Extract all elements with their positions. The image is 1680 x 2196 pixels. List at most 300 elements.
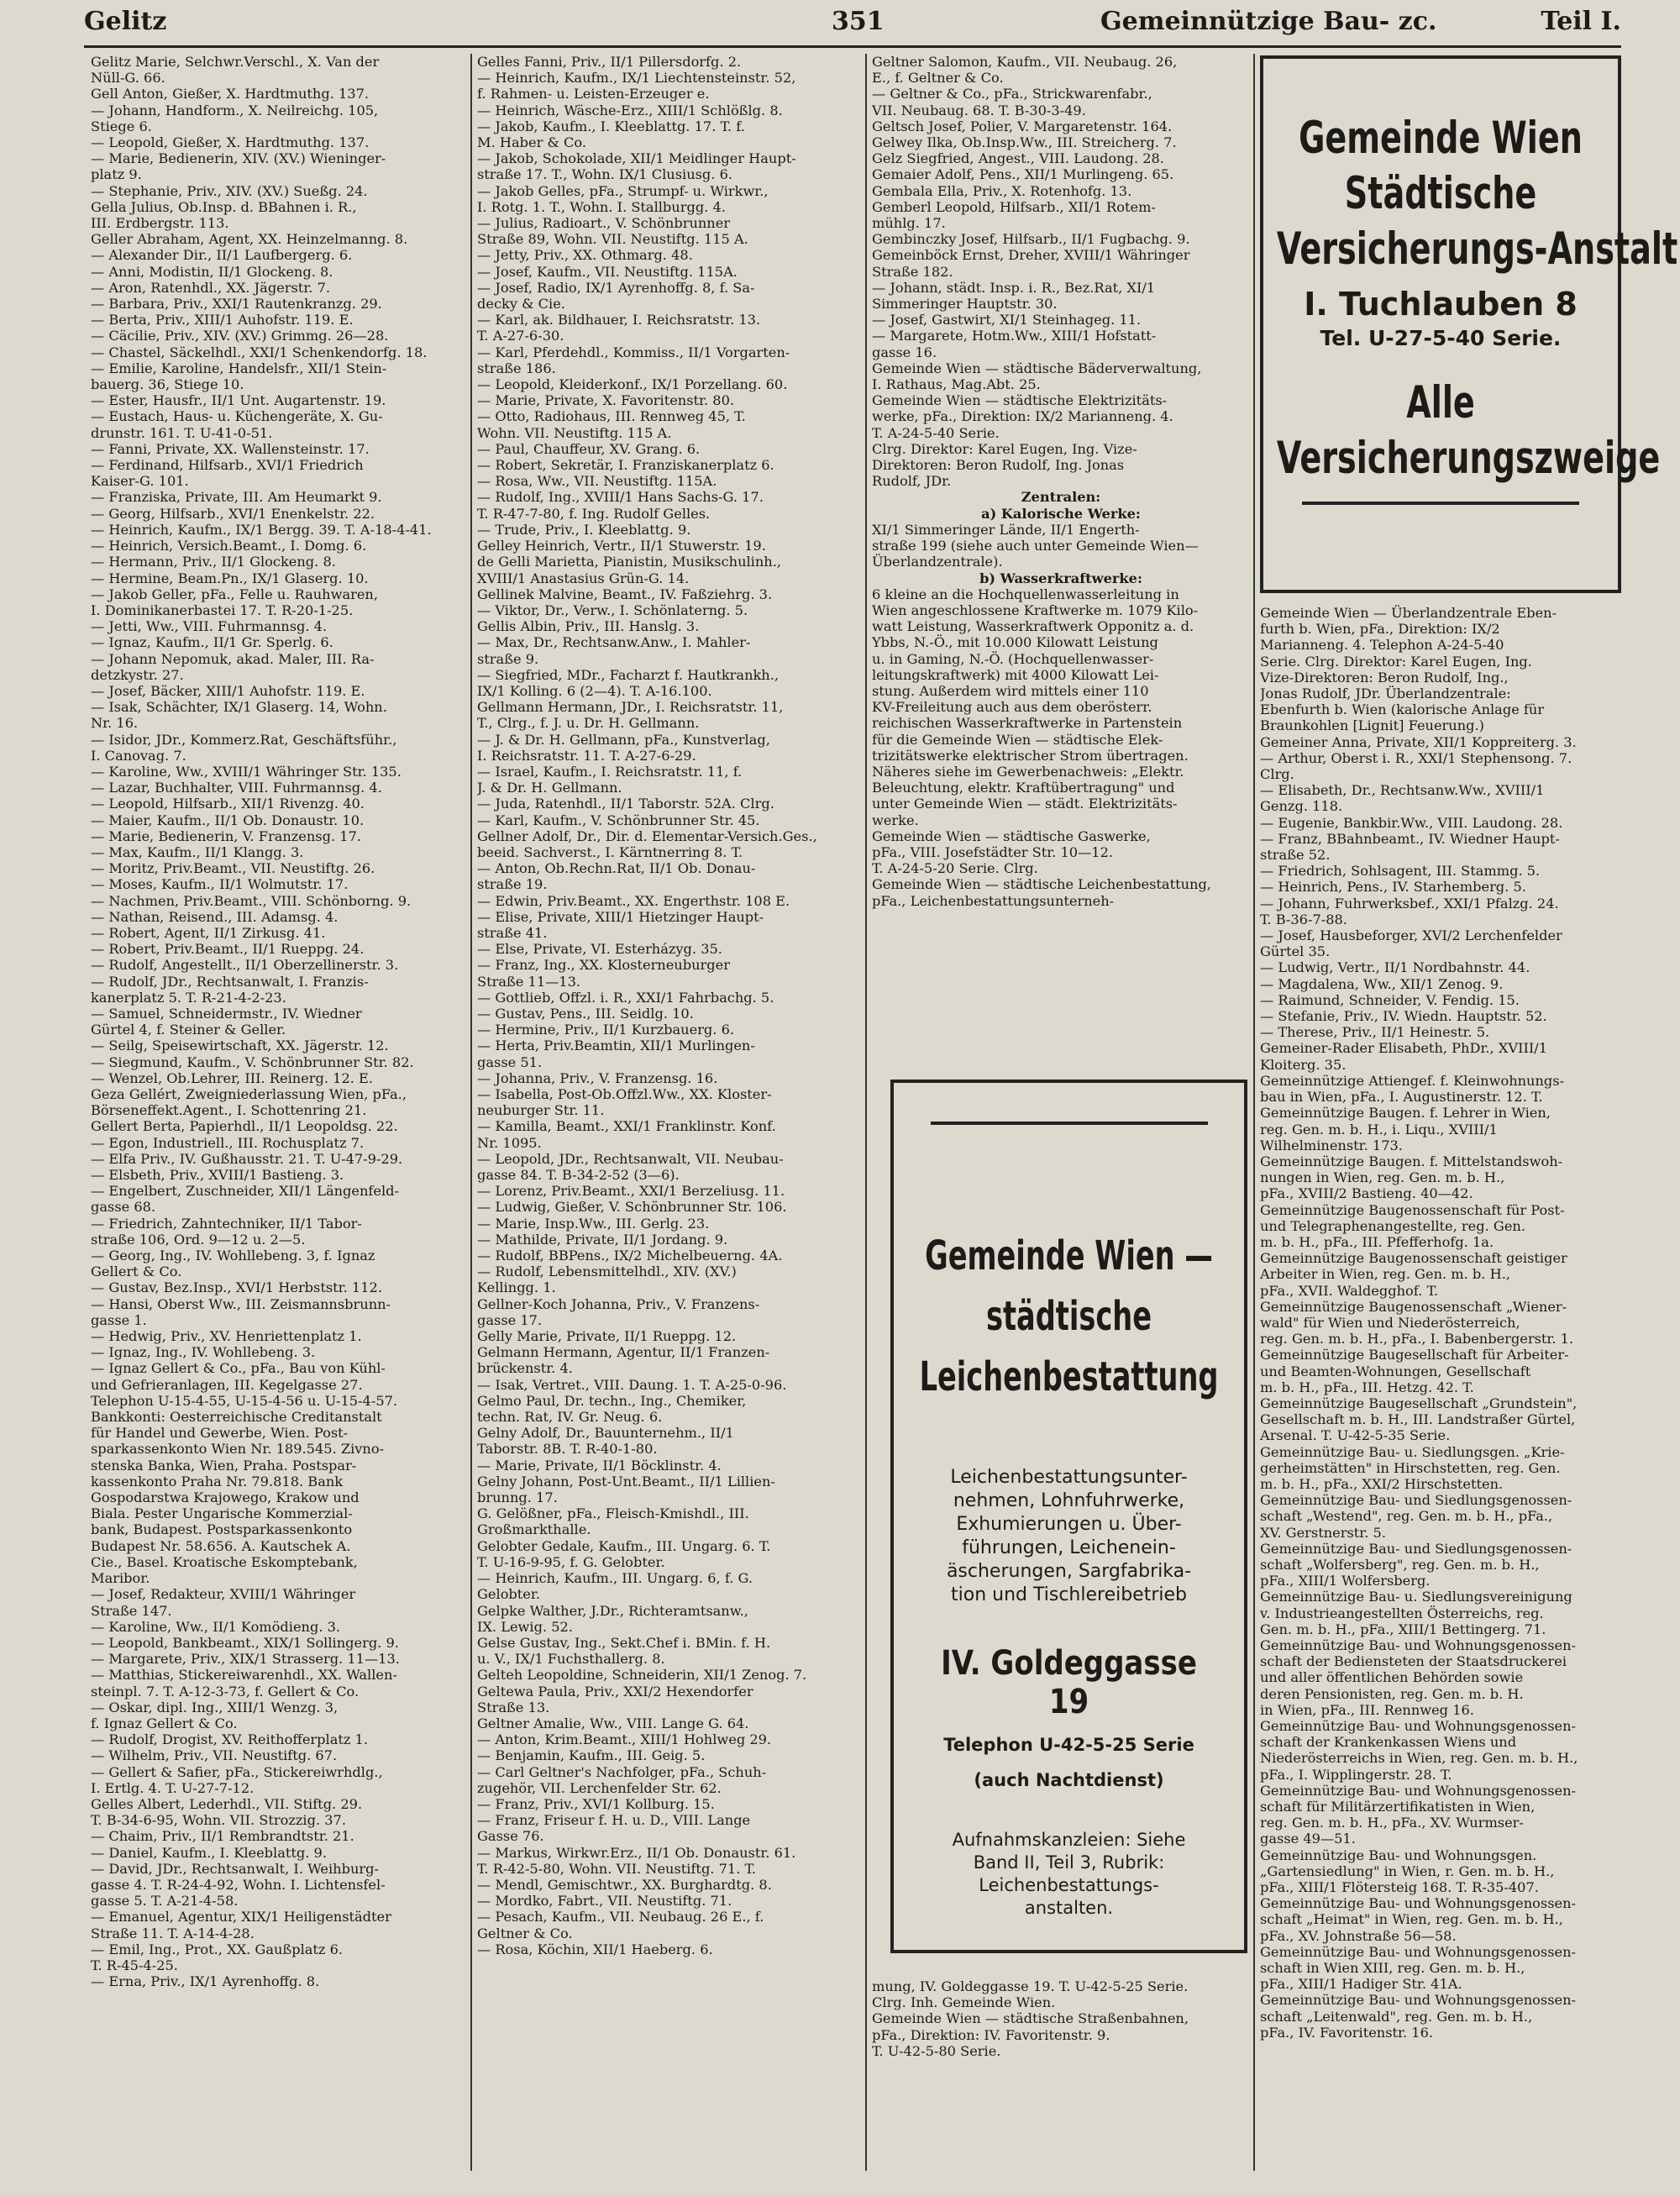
entry-line: — Robert, Priv.Beamt., II/1 Rueppg. 24. [91,941,365,958]
entry-line: T. R-42-5-80, Wohn. VII. Neustiftg. 71. T. [477,1860,757,1877]
entry-line: — Arthur, Oberst i. R., XXI/1 Stephensong. 7. [1260,749,1572,766]
entry-line: kassenkonto Praha Nr. 79.818. Bank [91,1473,344,1489]
entry-line: I. Rotg. 1. T., Wohn. I. Stallburgg. 4. [477,198,726,215]
entry-line: — Chastel, Säckelhdl., XXI/1 Schenkendorfg. 18. [91,344,428,360]
entry-line: — Karl, Kaufm., V. Schönbrunner Str. 45. [477,812,760,828]
entry-line: — Mathilde, Private, II/1 Jordang. 9. [477,1231,728,1248]
entry-line: pFa., XIII/1 Flötersteig 168. T. R-35-407. [1260,1879,1539,1896]
entry-line: — Wenzel, Ob.Lehrer, III. Reinerg. 12. E. [91,1069,373,1086]
entry-line: gasse 68. [91,1199,156,1216]
entry-line: Wohn. VII. Neustiftg. 115 A. [477,424,672,441]
entry-line: u. in Gaming, N.-Ö. (Hochquellenwasser- [872,650,1154,667]
header-rule [84,45,1621,48]
entry-line: T. U-16-9-95, f. G. Gelobter. [477,1553,665,1570]
entry-line: pFa., IV. Favoritenstr. 16. [1260,2024,1434,2041]
entry-line: G. Gelößner, pFa., Fleisch-Kmishdl., III. [477,1505,749,1522]
entry-line: — Max, Kaufm., II/1 Klangg. 3. [91,843,304,860]
entry-line: Geltsch Josef, Polier, V. Margaretenstr. 164. [872,118,1173,134]
entry-line: Aufnahmskanzleien: Siehe [952,1830,1186,1850]
entry-line: und Telegraphenangestellte, reg. Gen. [1260,1217,1525,1234]
entry-line: Gemeinnützige Baugenossenschaft geistiger [1260,1250,1567,1267]
entry-line: — Pesach, Kaufm., VII. Neubaug. 26 E., f. [477,1909,764,1925]
entry-line: de Gelli Marietta, Pianistin, Musikschulinh., [477,554,781,570]
entry-line: führungen, Leichenein- [962,1537,1176,1558]
entry-line: pFa., I. Wipplingerstr. 28. T. [1260,1766,1452,1783]
entry-line: Näheres siehe im Gewerbenachweis: „Elektr. [872,763,1184,780]
entry-line: Gemeinnützige Bau- und Siedlungsgenossen- [1260,1492,1572,1509]
ad-top-line3: Versicherungs-Anstalt [1276,223,1678,275]
entry-line: Gellinek Malvine, Beamt., IV. Faßziehrg. 3. [477,586,773,602]
entry-line: T. R-47-7-80, f. Ing. Rudolf Gelles. [477,505,711,522]
entry-line: — Friedrich, Zahntechniker, II/1 Tabor- [91,1215,362,1232]
ad-mid-line3: Leichenbestattung [919,1353,1219,1400]
entry-line: — Robert, Sekretär, I. Franziskanerplatz 6. [477,457,774,474]
entry-line: — Geltner & Co., pFa., Strickwarenfabr., [872,86,1152,102]
entry-line: I. Canovag. 7. [91,747,186,764]
ad-mid-line1: Gemeinde Wien — [925,1232,1213,1279]
entry-line: straße 19. [477,876,548,893]
entry-line: — Hermine, Beam.Pn., IX/1 Glaserg. 10. [91,570,369,586]
entry-line: T. A-24-5-40 Serie. [872,424,1000,441]
entry-line: Geza Gellért, Zweigniederlassung Wien, pFa., [91,1086,407,1102]
entry-line: Simmeringer Hauptstr. 30. [872,296,1058,313]
entry-line: in Wien, pFa., III. Rennweg 16. [1260,1701,1474,1718]
ad-top-address: I. Tuchlauben 8 [1304,286,1578,323]
entry-line: Kloiterg. 35. [1260,1056,1347,1073]
entry-line: — Marie, Insp.Ww., III. Gerlg. 23. [477,1215,710,1232]
entry-line: Gellmann Hermann, JDr., I. Reichsratstr. 11, [477,699,784,716]
entry-line: Beleuchtung, elektr. Kraftübertragung" und [872,780,1175,796]
entry-line: Gemaier Adolf, Pens., XII/1 Murlingeng. 65. [872,166,1174,183]
entry-line: neuburger Str. 11. [477,1102,605,1119]
entry-line: — Erna, Priv., IX/1 Ayrenhoffg. 8. [91,1973,320,1990]
entry-line: werke. [872,812,919,828]
entry-line: pFa., XIII/1 Hadiger Str. 41A. [1260,1976,1462,1993]
entry-line: Gemeinnützige Bau- und Wohnungsgen. [1260,1847,1537,1863]
entry-line: a) Kalorische Werke: [981,505,1141,522]
entry-line: Kellingg. 1. [477,1279,556,1296]
entry-line: steinpl. 7. T. A-12-3-73, f. Gellert & Co. [91,1683,360,1700]
entry-line: — Johann, städt. Insp. i. R., Bez.Rat, XI/1 [872,279,1156,296]
entry-line: Gellert Berta, Papierhdl., II/1 Leopoldsg. 22. [91,1118,398,1135]
entry-line: — Josef, Redakteur, XVIII/1 Währinger [91,1586,356,1603]
entry-line: Band II, Teil 3, Rubrik: [973,1852,1165,1873]
entry-line: T. B-34-6-95, Wohn. VII. Strozzig. 37. [91,1812,347,1829]
entry-line: Gemeinde Wien — städtische Elektrizitäts- [872,392,1168,409]
entry-line: KV-Freileitung auch aus dem oberösterr. [872,699,1152,716]
entry-line: — Rosa, Ww., VII. Neustiftg. 115A. [477,473,717,490]
ad-mid-address: IV. Goldeggasse 19 [941,1644,1197,1721]
entry-line: — Josef, Kaufm., VII. Neustiftg. 115A. [477,263,738,280]
entry-line: schaft für Militärzertifikatisten in Wien, [1260,1799,1536,1815]
entry-line: — Josef, Hausbeforger, XVI/2 Lerchenfelder [1260,927,1562,944]
entry-line: Gemeinnützige Bau- und Wohnungsgenossen- [1260,1895,1576,1912]
entry-line: — Heinrich, Pens., IV. Starhemberg. 5. [1260,879,1526,896]
entry-line: beeid. Sachverst., I. Kärntnerring 8. T. [477,843,743,860]
entry-line: — Stephanie, Priv., XIV. (XV.) Sueßg. 24. [91,182,368,199]
entry-line: — Ludwig, Gießer, V. Schönbrunner Str. 106. [477,1199,787,1216]
header-section: Teil I. [1541,7,1621,36]
entry-line: — Fanni, Private, XX. Wallensteinstr. 17. [91,440,370,457]
entry-line: — Therese, Priv., II/1 Heinestr. 5. [1260,1024,1490,1041]
entry-line: Gembinczky Josef, Hilfsarb., II/1 Fugbachg. 9. [872,231,1190,248]
entry-line: gasse 49—51. [1260,1831,1356,1847]
entry-line: — Viktor, Dr., Verw., I. Schönlaterng. 5. [477,602,748,618]
entry-line: — Moritz, Priv.Beamt., VII. Neustiftg. 26. [91,860,375,877]
entry-line: Gembala Ella, Priv., X. Rotenhofg. 13. [872,182,1132,199]
entry-line: — Elsbeth, Priv., XVIII/1 Bastieng. 3. [91,1167,344,1184]
entry-line: Gemeinnützige Baugesellschaft „Grundstein", [1260,1395,1578,1411]
entry-line: I. Dominikanerbastei 17. T. R-20-1-25. [91,602,354,618]
entry-line: M. Haber & Co. [477,134,587,151]
entry-line: — Leopold, JDr., Rechtsanwalt, VII. Neubau- [477,1150,784,1167]
entry-line: — Edwin, Priv.Beamt., XX. Engerthstr. 108 E. [477,892,790,909]
entry-line: IX. Lewig. 52. [477,1618,573,1635]
ad-mid-aufnahme [894,1829,1244,1920]
entry-line: Kaiser-G. 101. [91,473,189,490]
header-left-keyword: Gelitz [84,7,167,36]
entry-line: — Emilie, Karoline, Handelsfr., XII/1 Stein- [91,360,387,376]
entry-line: — Ester, Hausfr., II/1 Unt. Augartenstr. 19. [91,392,386,409]
entry-line: Gelse Gustav, Ing., Sekt.Chef i. BMin. f. H. [477,1634,771,1651]
entry-line: Gemeinnützige Bau- und Wohnungsgenossen- [1260,1992,1576,2009]
entry-line: Großmarkthalle. [477,1521,591,1538]
entry-line: Gemeinnützige Bau- und Wohnungsgenossen- [1260,1943,1576,1960]
entry-line: Rudolf, JDr. [872,473,952,490]
entry-line: — Else, Private, VI. Esterházyg. 35. [477,941,722,958]
entry-line: — Anni, Modistin, II/1 Glockeng. 8. [91,263,333,280]
entry-line: VII. Neubaug. 68. T. B-30-3-49. [872,102,1086,118]
entry-line: Telephon U-15-4-55, U-15-4-56 u. U-15-4-57. [91,1392,398,1409]
entry-line: — Gustav, Pens., III. Seidlg. 10. [477,1005,694,1022]
entry-line: — Daniel, Kaufm., I. Kleeblattg. 9. [91,1844,327,1861]
column-3-continued [872,1978,1250,2059]
entry-line: Gesellschaft m. b. H., III. Landstraßer Gürtel, [1260,1411,1576,1428]
entry-line: — Gustav, Bez.Insp., XVI/1 Herbststr. 112. [91,1279,382,1296]
entry-line: m. b. H., pFa., XXI/2 Hirschstetten. [1260,1475,1504,1492]
column-1 [91,54,460,1989]
entry-line: Taborstr. 8B. T. R-40-1-80. [477,1441,658,1458]
entry-line: — Emanuel, Agentur, XIX/1 Heiligenstädter [91,1909,391,1925]
entry-line: pFa., XIII/1 Wolfersberg. [1260,1573,1431,1589]
entry-line: Jonas Rudolf, JDr. Überlandzentrale: [1260,686,1511,702]
entry-line: — Matthias, Stickereiwarenhdl., XX. Wallen- [91,1667,397,1684]
entry-line: Wien angeschlossene Kraftwerke m. 1079 Kilo- [872,602,1199,618]
entry-line: Gemeinde Wien — städtische Leichenbestattung, [872,876,1211,893]
entry-line: — Karl, Pferdehdl., Kommiss., II/1 Vorgarten- [477,344,790,360]
ad-top-line5: Versicherungszweige [1276,433,1661,484]
entry-line: schaft der Krankenkassen Wiens und [1260,1734,1517,1751]
entry-line: Leichenbestattungsunter- [950,1467,1188,1488]
entry-line: — Franziska, Private, III. Am Heumarkt 9. [91,489,382,506]
entry-line: — Johann, Handform., X. Neilreichg. 105, [91,102,379,118]
ad-top-line4: Alle [1406,377,1475,428]
entry-line: Bankkonti: Oesterreichische Creditanstalt [91,1409,382,1426]
entry-line: — Berta, Priv., XIII/1 Auhofstr. 119. E. [91,312,354,328]
entry-line: Budapest Nr. 58.656. A. Kautschek A. [91,1537,351,1554]
column-divider-1 [470,54,472,2171]
entry-line: — Herta, Priv.Beamtin, XII/1 Murlingen- [477,1038,755,1054]
entry-line: T. A-24-5-20 Serie. Clrg. [872,860,1038,877]
entry-line: — Jetti, Ww., VIII. Fuhrmannsg. 4. [91,618,328,635]
entry-line: nungen in Wien, reg. Gen. m. b. H., [1260,1169,1505,1186]
entry-line: Clrg. Direktor: Karel Eugen, Ing. Vize- [872,440,1137,457]
entry-line: — Heinrich, Kaufm., IX/1 Bergg. 39. T. A-18-4-41. [91,521,432,538]
entry-line: Arbeiter in Wien, reg. Gen. m. b. H., [1260,1266,1510,1283]
entry-line: E., f. Geltner & Co. [872,70,1004,87]
entry-line: Börseneffekt.Agent., I. Schottenring 21. [91,1102,367,1119]
entry-line: — Karoline, Ww., II/1 Komödieng. 3. [91,1618,341,1635]
entry-line: — Israel, Kaufm., I. Reichsratstr. 11, f. [477,763,743,780]
entry-line: zugehör, VII. Lerchenfelder Str. 62. [477,1779,722,1796]
entry-line: — Wilhelm, Priv., VII. Neustiftg. 67. [91,1747,338,1764]
entry-line: Gelny Adolf, Dr., Bauunternehm., II/1 [477,1425,734,1442]
entry-line: — Rudolf, BBPens., IX/2 Michelbeuerng. 4A. [477,1248,783,1264]
entry-line: reg. Gen. m. b. H., i. Liqu., XVIII/1 [1260,1121,1498,1137]
entry-line: — Johann, Fuhrwerksbef., XXI/1 Pfalzg. 24. [1260,895,1559,911]
entry-line: — Franz, Friseur f. H. u. D., VIII. Lange [477,1812,751,1829]
entry-line: Gelz Siegfried, Angest., VIII. Laudong. 28. [872,150,1164,167]
entry-line: T., Clrg., f. J. u. Dr. H. Gellmann. [477,715,700,732]
entry-line: Gelwey Ilka, Ob.Insp.Ww., III. Streicherg. 7. [872,134,1177,151]
entry-line: brunng. 17. [477,1489,558,1506]
entry-line: — Isak, Vertret., VIII. Daung. 1. T. A-25-0-96. [477,1376,787,1393]
entry-line: — Hedwig, Priv., XV. Henriettenplatz 1. [91,1328,362,1345]
entry-line: straße 41. [477,924,548,941]
entry-line: — Margarete, Priv., XIX/1 Strasserg. 11—13. [91,1651,400,1668]
entry-line: Gemeinnützige Baugen. f. Mittelstandswoh- [1260,1153,1563,1169]
entry-line: Serie. Clrg. Direktor: Karel Eugen, Ing. [1260,653,1532,670]
entry-line: — Elisabeth, Dr., Rechtsanw.Ww., XVIII/1 [1260,782,1545,799]
entry-line: stung. Außerdem wird mittels einer 110 [872,682,1149,699]
entry-line: Clrg. [1260,766,1294,783]
entry-line: Gemeinde Wien — städtische Bäderverwaltung, [872,360,1202,376]
entry-line: — Jetty, Priv., XX. Othmarg. 48. [477,247,693,264]
entry-line: gasse 16. [872,344,937,360]
entry-line: — Josef, Radio, IX/1 Ayrenhoffg. 8, f. Sa- [477,279,755,296]
entry-line: — Leopold, Kleiderkonf., IX/1 Porzellang. 60. [477,376,788,393]
entry-line: — Marie, Bedienerin, V. Franzensg. 17. [91,827,362,844]
entry-line: — Leopold, Hilfsarb., XII/1 Rivenzg. 40. [91,796,365,812]
entry-line: XV. Gerstnerstr. 5. [1260,1524,1386,1541]
entry-line: — Seilg, Speisewirtschaft, XX. Jägerstr. 12. [91,1038,389,1054]
entry-line: — Engelbert, Zuschneider, XII/1 Längenfeld- [91,1183,399,1200]
entry-line: — Julius, Radioart., V. Schönbrunner [477,215,731,232]
entry-line: — Franz, Priv., XVI/1 Kollburg. 15. [477,1795,715,1812]
entry-line: f. Ignaz Gellert & Co. [91,1715,238,1731]
entry-line: Geller Abraham, Agent, XX. Heinzelmanng. 8. [91,231,408,248]
entry-line: — Ignaz, Kaufm., II/1 Gr. Sperlg. 6. [91,634,333,651]
entry-line: Genzg. 118. [1260,798,1343,815]
entry-line: — Siegmund, Kaufm., V. Schönbrunner Str. 82. [91,1053,414,1070]
entry-line: gasse 4. T. R-24-4-92, Wohn. I. Lichtensfel- [91,1876,386,1893]
entry-line: Gell Anton, Gießer, X. Hardtmuthg. 137. [91,86,370,102]
entry-line: Gen. m. b. H., pFa., XIII/1 Bettingerg. 71. [1260,1621,1546,1637]
entry-line: T. U-42-5-80 Serie. [872,2042,1001,2059]
entry-line: Gemeinnützige Baugesellschaft für Arbeiter- [1260,1347,1569,1363]
entry-line: — Paul, Chauffeur, XV. Grang. 6. [477,440,701,457]
entry-line: — Egon, Industriell., III. Rochusplatz 7. [91,1134,365,1151]
ad-mid-line2: städtische [985,1293,1152,1340]
entry-line: Gemeinböck Ernst, Dreher, XVIII/1 Währinger [872,247,1190,264]
entry-line: platz 9. [91,166,142,183]
entry-line: Niederösterreichs in Wien, reg. Gen. m. b. H., [1260,1750,1578,1767]
entry-line: werke, pFa., Direktion: IX/2 Marianneng. 4. [872,408,1173,425]
entry-line: unter Gemeinde Wien — städt. Elektrizitäts- [872,796,1178,812]
entry-line: Gemeiner-Rader Elisabeth, PhDr., XVIII/1 [1260,1040,1547,1057]
entry-line: v. Industrieangestellten Österreichs, reg. [1260,1605,1544,1621]
entry-line: T. A-27-6-30. [477,328,564,344]
entry-line: Arsenal. T. U-42-5-35 Serie. [1260,1427,1451,1444]
entry-line: Gelmo Paul, Dr. techn., Ing., Chemiker, [477,1392,747,1409]
entry-line: Stiege 6. [91,118,152,134]
page-number: 351 [832,7,885,36]
entry-line: — Lorenz, Priv.Beamt., XXI/1 Berzeliusg. 11. [477,1183,785,1200]
entry-line: — Anton, Krim.Beamt., XIII/1 Hohlweg 29. [477,1731,772,1748]
entry-line: Straße 147. [91,1602,172,1619]
entry-line: pFa., Leichenbestattungsunterneh- [872,892,1115,909]
entry-line: nehmen, Lohnfuhrwerke, [953,1490,1185,1511]
ad-top-line2: Städtische [1344,168,1537,219]
entry-line: gasse 5. T. A-21-4-58. [91,1893,239,1910]
entry-line: — Mendl, Gemischtwr., XX. Burghardtg. 8. [477,1876,772,1893]
entry-line: Gemeinnützige Bau- und Wohnungsgenossen- [1260,1637,1576,1653]
entry-line: — Franz, Ing., XX. Klosterneuburger [477,957,730,974]
entry-line: — Heinrich, Kaufm., III. Ungarg. 6, f. G. [477,1570,753,1587]
entry-line: — Jakob Geller, pFa., Felle u. Rauhwaren, [91,586,378,602]
entry-line: pFa., Direktion: IV. Favoritenstr. 9. [872,2026,1110,2043]
entry-line: äscherungen, Sargfabrika- [946,1561,1192,1582]
entry-line: — Siegfried, MDr., Facharzt f. Hautkrankh., [477,666,780,683]
entry-line: Gemberl Leopold, Hilfsarb., XII/1 Rotem- [872,198,1156,215]
entry-line: drunstr. 161. T. U-41-0-51. [91,424,273,441]
entry-line: schaft „Heimat" in Wien, reg. Gen. m. b. H., [1260,1911,1563,1928]
entry-line: straße 9. [477,650,539,667]
entry-line: — Rudolf, Drogist, XV. Reithofferplatz 1. [91,1731,368,1748]
entry-line: und aller öffentlichen Behörden sowie [1260,1669,1524,1686]
entry-line: — Hermann, Priv., II/1 Glockeng. 8. [91,554,336,570]
entry-line: schaft „Wolfersberg", reg. Gen. m. b. H., [1260,1556,1540,1573]
entry-line: Geltner Amalie, Ww., VIII. Lange G. 64. [477,1715,749,1731]
entry-line: I. Reichsratstr. 11. T. A-27-6-29. [477,747,696,764]
entry-line: deren Pensionisten, reg. Gen. m. b. H. [1260,1685,1524,1702]
entry-line: pFa., XVIII/2 Bastieng. 40—42. [1260,1185,1473,1202]
entry-line: — Mordko, Fabrt., VII. Neustiftg. 71. [477,1893,732,1910]
entry-line: — Leopold, Bankbeamt., XIX/1 Sollingerg. 9. [91,1634,399,1651]
entry-line: reg. Gen. m. b. H., pFa., XV. Wurmser- [1260,1815,1524,1831]
entry-line: decky & Cie. [477,296,565,313]
column-3 [872,54,1250,909]
ad-top-telephone: Tel. U-27-5-40 Serie. [1320,326,1562,350]
entry-line: Gasse 76. [477,1828,544,1845]
entry-line: — J. & Dr. H. Gellmann, pFa., Kunstverlag, [477,731,770,748]
entry-line: Überlandzentrale). [872,554,1003,570]
entry-line: Gemeinnützige Bau- und Wohnungsgenossen- [1260,1718,1576,1735]
entry-line: Biala. Pester Ungarische Kommerzial- [91,1505,353,1522]
entry-line: — Markus, Wirkwr.Erz., II/1 Ob. Donaustr. 61. [477,1844,796,1861]
entry-line: Nüll-G. 66. [91,70,165,87]
entry-line: Gürtel 4, f. Steiner & Geller. [91,1022,286,1038]
entry-line: „Gartensiedlung" in Wien, r. Gen. m. b. H., [1260,1862,1555,1879]
entry-line: schaft in Wien XIII, reg. Gen. m. b. H., [1260,1960,1525,1977]
entry-line: und Beamten-Wohnungen, Gesellschaft [1260,1363,1531,1379]
entry-line: bauerg. 36, Stiege 10. [91,376,244,393]
entry-line: straße 199 (siehe auch unter Gemeinde Wien— [872,538,1199,554]
entry-line: T. B-36-7-88. [1260,911,1347,927]
entry-line: Marianneng. 4. Telephon A-24-5-40 [1260,637,1504,654]
entry-line: Clrg. Inh. Gemeinde Wien. [872,1994,1056,2011]
entry-line: techn. Rat, IV. Gr. Neug. 6. [477,1409,663,1426]
entry-line: Gürtel 35. [1260,943,1331,960]
entry-line: — Josef, Bäcker, XIII/1 Auhofstr. 119. E. [91,682,365,699]
entry-line: — Heinrich, Wäsche-Erz., XIII/1 Schlößlg. 8. [477,102,783,118]
entry-line: — Robert, Agent, II/1 Zirkusg. 41. [91,924,326,941]
entry-line: — Rudolf, Ing., XVIII/1 Hans Sachs-G. 17. [477,489,764,506]
entry-line: Gemeinnützige Baugenossenschaft „Wiener- [1260,1298,1567,1315]
entry-line: — Aron, Ratenhdl., XX. Jägerstr. 7. [91,279,331,296]
entry-line: — Leopold, Gießer, X. Hardtmuthg. 137. [91,134,370,151]
entry-line: Gelley Heinrich, Vertr., II/1 Stuwerstr. 19. [477,538,766,554]
entry-line: Gelobter Gedale, Kaufm., III. Ungarg. 6. T. [477,1537,771,1554]
ad-mid-overline [931,1122,1208,1125]
entry-line: m. b. H., pFa., III. Pfefferhofg. 1a. [1260,1233,1494,1250]
entry-line: — Lazar, Buchhalter, VIII. Fuhrmannsg. 4. [91,780,382,796]
entry-line: Maribor. [91,1570,150,1587]
entry-line: — Raimund, Schneider, V. Fendig. 15. [1260,991,1520,1008]
entry-line: Leichenbestattungs- [979,1875,1159,1895]
entry-line: — Chaim, Priv., II/1 Rembrandtstr. 21. [91,1828,354,1845]
entry-line: — Karoline, Ww., XVIII/1 Währinger Str. 135. [91,763,402,780]
entry-line: — Eustach, Haus- u. Küchengeräte, X. Gu- [91,408,383,425]
entry-line: — Max, Dr., Rechtsanw.Anw., I. Mahler- [477,634,751,651]
entry-line: — Ferdinand, Hilfsarb., XVI/1 Friedrich [91,457,364,474]
entry-line: — Rudolf, Lebensmittelhdl., XIV. (XV.) [477,1263,737,1280]
entry-line: Gelny Johann, Post-Unt.Beamt., II/1 Lillien- [477,1473,775,1489]
entry-line: Ybbs, N.-Ö., mit 10.000 Kilowatt Leistung [872,634,1158,651]
column-4 [1260,605,1630,2041]
entry-line: Wilhelminenstr. 173. [1260,1137,1403,1153]
entry-line: — Johanna, Priv., V. Franzensg. 16. [477,1069,718,1086]
entry-line: — Juda, Ratenhdl., II/1 Taborstr. 52A. Clrg. [477,796,774,812]
entry-line: — Stefanie, Priv., IV. Wiedn. Hauptstr. 52. [1260,1008,1547,1025]
ad-mid-telephone: Telephon U-42-5-25 Serie [943,1735,1194,1755]
entry-line: — Elfa Priv., IV. Gußhausstr. 21. T. U-47-9-29. [91,1150,403,1167]
entry-line: furth b. Wien, pFa., Direktion: IX/2 [1260,621,1500,638]
entry-line: Gelteh Leopoldine, Schneiderin, XII/1 Zenog. 7. [477,1667,807,1684]
entry-line: — Hansi, Oberst Ww., III. Zeismannsbrunn- [91,1295,391,1312]
entry-line: mung, IV. Goldeggasse 19. T. U-42-5-25 Serie. [872,1978,1189,1994]
entry-line: — Nathan, Reisend., III. Adamsg. 4. [91,908,339,925]
entry-line: tion und Tischlereibetrieb [951,1584,1187,1605]
entry-line: Gelobter. [477,1586,540,1603]
entry-line: Gemeinde Wien — Überlandzentrale Eben- [1260,605,1557,621]
entry-line: — Hermine, Priv., II/1 Kurzbauerg. 6. [477,1022,735,1038]
entry-line: anstalten. [1024,1898,1114,1918]
entry-line: — Maier, Kaufm., II/1 Ob. Donaustr. 10. [91,812,365,828]
entry-line: und Gefrieranlagen, III. Kegelgasse 27. [91,1376,363,1393]
entry-line: Gelles Fanni, Priv., II/1 Pillersdorfg. 2. [477,54,742,70]
entry-line: Gemeinnützige Baugen. f. Lehrer in Wien, [1260,1105,1551,1122]
entry-line: 6 kleine an die Hochquellenwasserleitung in [872,586,1179,602]
entry-line: I. Rathaus, Mag.Abt. 25. [872,376,1041,393]
column-2 [477,54,874,1957]
entry-line: — Samuel, Schneidermstr., IV. Wiedner [91,1005,362,1022]
entry-line: reichischen Wasserkraftwerke in Partenstein [872,715,1183,732]
entry-line: pFa., XVII. Waldegghof. T. [1260,1282,1439,1299]
entry-line: Straße 13. [477,1699,550,1715]
ad-top-underline [1302,502,1579,505]
entry-line: Gemeinnützige Attiengef. f. Kleinwohnungs- [1260,1072,1565,1089]
